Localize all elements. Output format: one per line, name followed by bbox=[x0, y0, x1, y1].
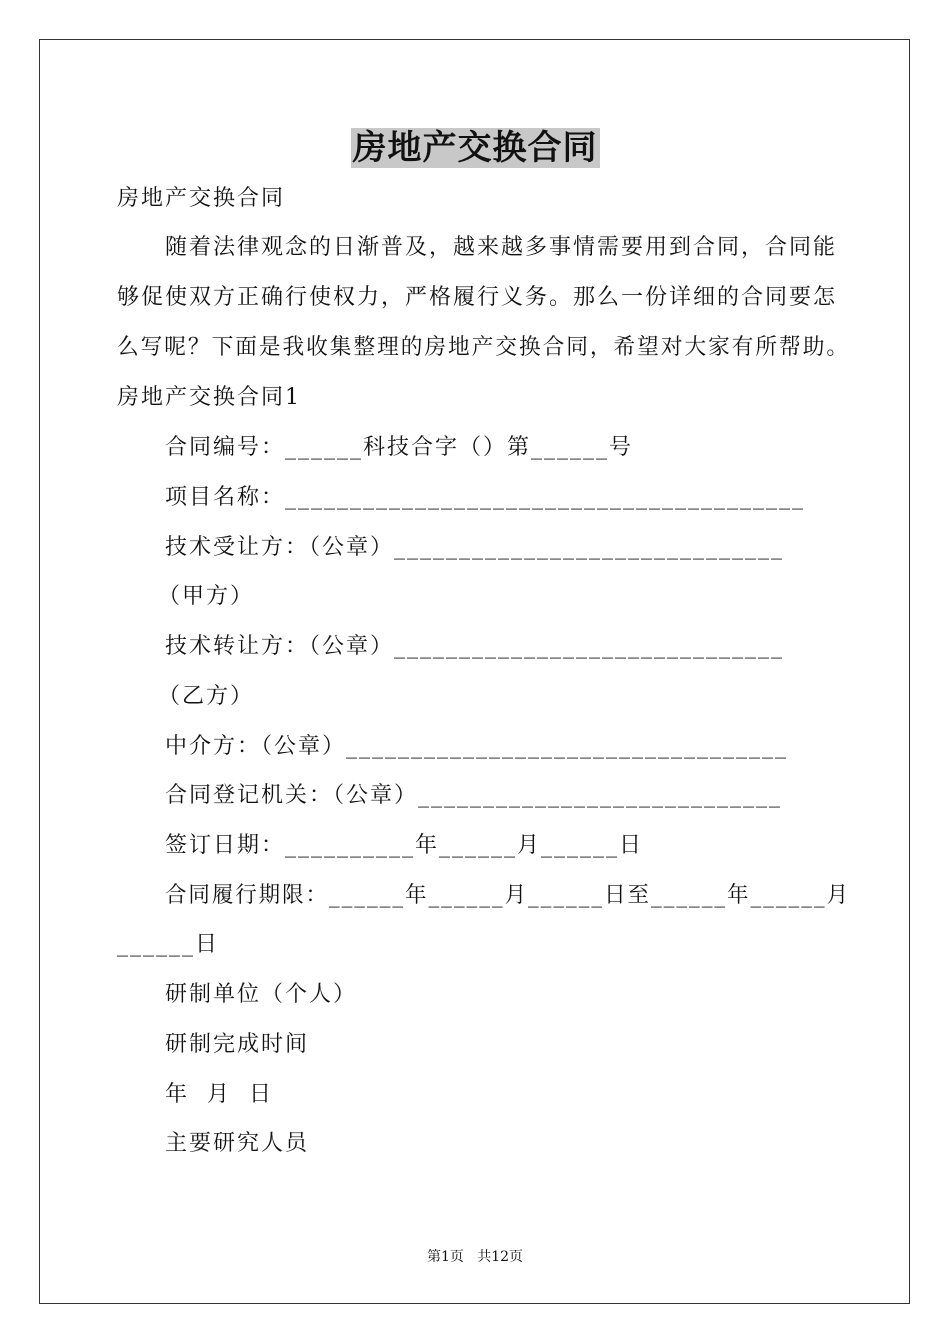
transferee-field: 技术受让方：（公章）______________________________ bbox=[165, 535, 785, 560]
document-title-text: 房地产交换合同 bbox=[352, 128, 598, 168]
project-name-field: 项目名称：________________________________________ bbox=[165, 485, 806, 510]
term-field-line-1: 合同履行期限：______年______月______日至______年______月 bbox=[165, 883, 851, 908]
transferor-field: 技术转让方：（公章）______________________________ bbox=[165, 634, 785, 659]
intro-line-3: 么写呢？下面是我收集整理的房地产交换合同，希望对大家有所帮助。 bbox=[117, 335, 851, 360]
page-border bbox=[39, 39, 910, 1304]
research-unit-label: 研制单位（个人） bbox=[165, 982, 358, 1007]
intro-line-2: 够促使双方正确行使权力，严格履行义务。那么一份详细的合同要怎 bbox=[117, 285, 838, 310]
date-ymd-label: 年 月 日 bbox=[165, 1082, 273, 1107]
registration-office-field: 合同登记机关：（公章）____________________________ bbox=[165, 783, 783, 808]
researchers-label: 主要研究人员 bbox=[165, 1131, 310, 1156]
intermediary-field: 中介方：（公章）__________________________________ bbox=[165, 734, 789, 759]
term-field-line-2: ______日 bbox=[117, 932, 220, 957]
completion-time-label: 研制完成时间 bbox=[165, 1032, 310, 1057]
party-a-label: （甲方） bbox=[158, 584, 255, 609]
sign-date-field: 签订日期：__________年______月______日 bbox=[165, 833, 644, 858]
subtitle: 房地产交换合同 bbox=[117, 186, 286, 211]
contract-number-field: 合同编号：______科技合字（）第______号 bbox=[165, 435, 634, 460]
document-title bbox=[0, 128, 950, 168]
section-heading: 房地产交换合同1 bbox=[117, 385, 301, 410]
party-b-label: （乙方） bbox=[158, 684, 255, 709]
page-footer: 第1页 共12页 bbox=[426, 1249, 524, 1265]
intro-line-1: 随着法律观念的日渐普及，越来越多事情需要用到合同，合同能 bbox=[165, 235, 838, 260]
